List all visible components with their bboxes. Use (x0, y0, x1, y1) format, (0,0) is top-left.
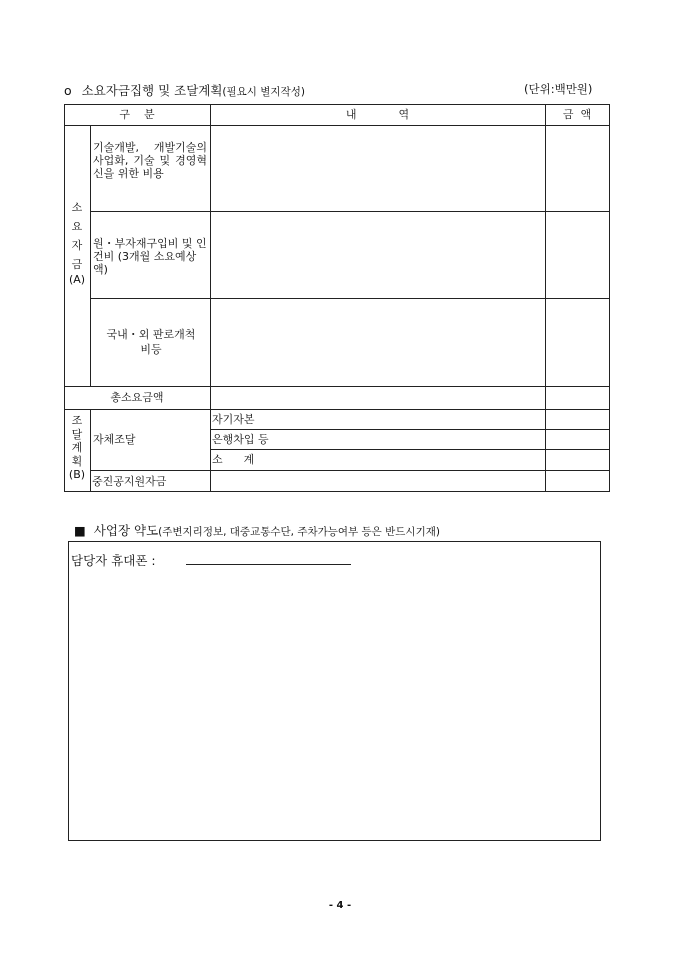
gov-fund-label: 중진공지원자금 (92, 475, 167, 488)
total-required-label: 총소요금액 (110, 391, 164, 404)
table-line (90, 298, 610, 299)
table-line (64, 409, 610, 410)
section2-bullet: ■ (74, 523, 86, 538)
section2-note: (주변지리정보, 대중교통수단, 주차가능여부 등은 반드시기재) (158, 526, 440, 538)
table-line (64, 491, 610, 492)
self-funding-label: 자체조달 (93, 433, 136, 446)
table-line (64, 125, 610, 126)
self-equity-label: 자기자본 (212, 413, 255, 426)
table-line (90, 409, 91, 491)
header-amount: 금 액 (562, 108, 592, 121)
row-tech-dev: 기술개발, 개발기술의 사업화, 기술 및 경영혁신을 위한 비용 (93, 141, 207, 180)
header-gubun: 구 분 (119, 108, 155, 121)
table-line (90, 470, 610, 471)
section1-bullet: o (64, 83, 72, 98)
section2-heading (74, 521, 440, 539)
section1-title: 소요자금집행 및 조달계획 (81, 83, 223, 98)
table-line (90, 211, 610, 212)
table-line (64, 386, 610, 387)
contact-label: 담당자 휴대폰 : (71, 553, 156, 568)
required-funds-label: 소 요 자 금 (A) (68, 201, 86, 286)
site-map-box (68, 541, 601, 841)
subtotal-label: 소 계 (212, 453, 255, 466)
bank-loan-label: 은행차입 등 (212, 433, 269, 446)
section1-note: (필요시 별지작성) (222, 86, 305, 98)
section2-title: 사업장 약도 (93, 523, 159, 538)
contact-phone-underline (186, 564, 351, 565)
page-number: - 4 - (328, 900, 352, 911)
row-materials: 원・부자재구입비 및 인건비 (3개월 소요예상액) (93, 237, 207, 276)
table-line (90, 125, 91, 386)
table-line (210, 449, 610, 450)
header-detail: 내 역 (345, 108, 410, 121)
funding-plan-label: 조 달 계 획 (B) (68, 414, 86, 481)
table-line (609, 104, 610, 492)
table-line (64, 104, 610, 105)
table-line (210, 429, 610, 430)
table-line (210, 104, 211, 492)
table-line (545, 104, 546, 492)
row-market: 국내・외 판로개척비등 (106, 328, 196, 356)
section1-heading (64, 81, 305, 99)
unit-label: (단위:백만원) (524, 82, 593, 96)
